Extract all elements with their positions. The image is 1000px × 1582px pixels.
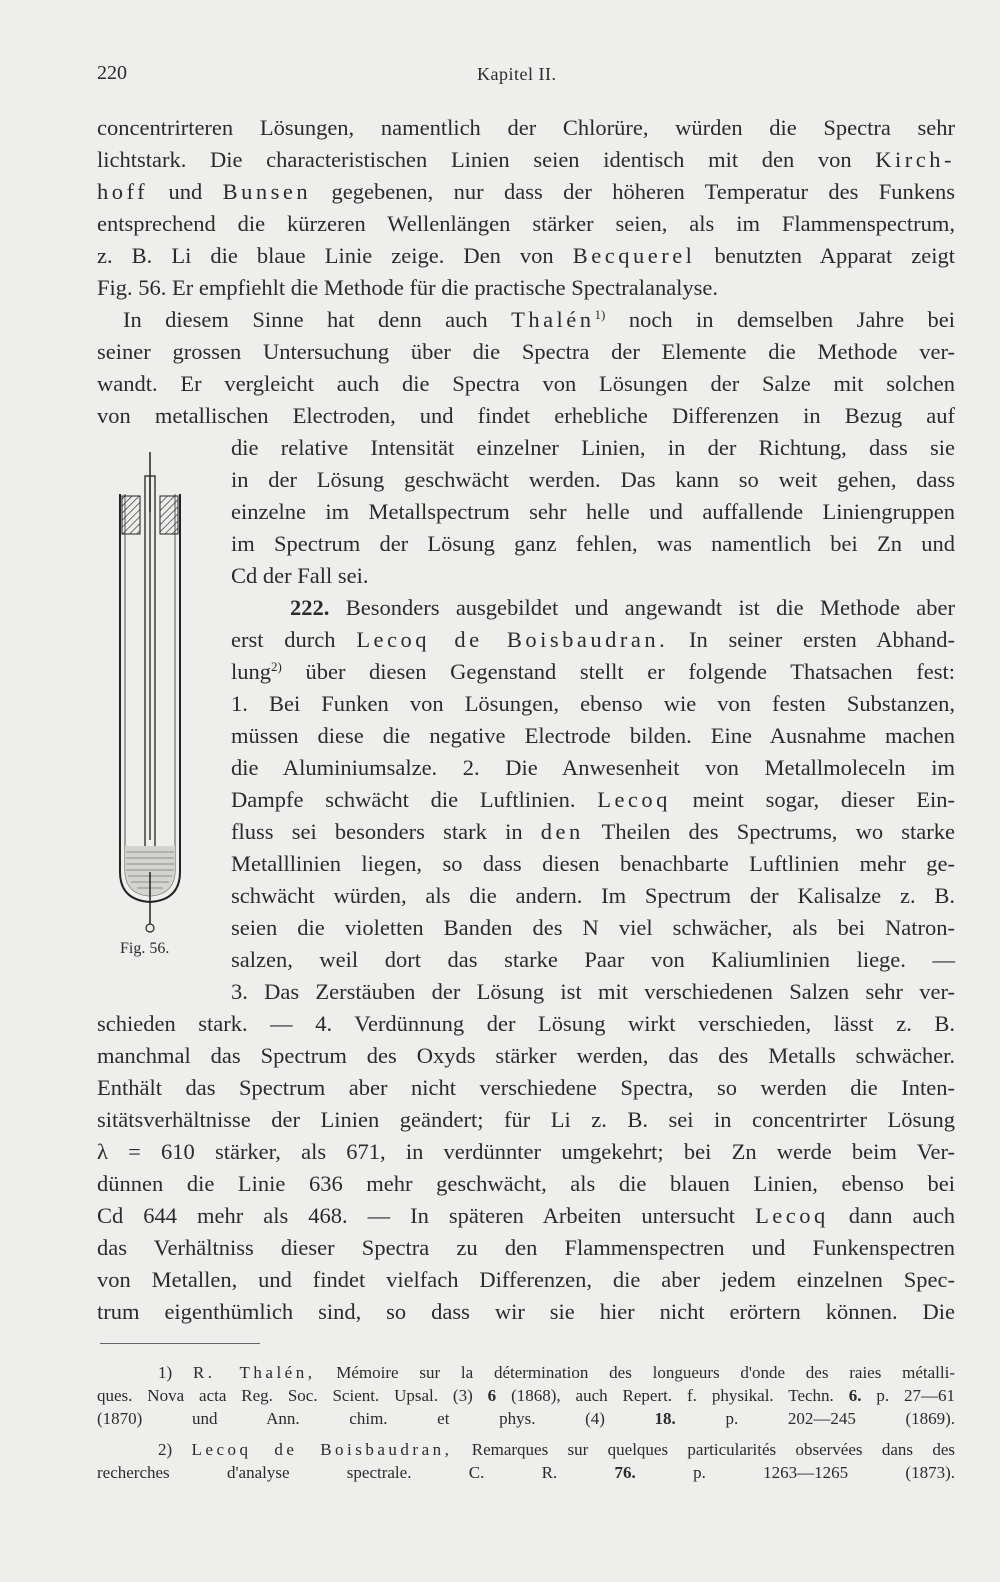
- text-line: von Metallen, und findet vielfach Differenzen, die aber jedem einzelnen Spec-: [97, 1267, 955, 1292]
- footnote-rule: [100, 1343, 260, 1344]
- page-header: [97, 62, 957, 96]
- text-line: In diesem Sinne hat denn auch Thalén$^{1)}$ noch in demselben Jahre bei: [123, 307, 956, 332]
- text-line: Cd 644 mehr als 468. — In späteren Arbeiten untersucht Lecoq dann auch: [97, 1203, 956, 1228]
- text-line: trum eigenthümlich sind, so dass wir sie hier nicht erörtern können. Die: [97, 1299, 955, 1324]
- text-line: dünnen die Linie 636 mehr geschwächt, als die blauen Linien, ebenso bei: [97, 1171, 955, 1196]
- text-line: manchmal das Spectrum des Oxyds stärker werden, das des Metalls schwächer.: [97, 1043, 955, 1068]
- text-line: sitätsverhältnisse der Linien geändert; für Li z. B. sei in concentrirter Lösung: [97, 1107, 955, 1132]
- text-line: concentrirteren Lösungen, namentlich der Chlorüre, würden die Spectra sehr: [97, 115, 955, 140]
- text-line: Dampfe schwächt die Luftlinien. Lecoq meint sogar, dieser Ein-: [231, 787, 956, 812]
- text-line: das Verhältniss dieser Spectra zu den Flammenspectren und Funkenspectren: [97, 1235, 955, 1260]
- text-line: seien die violetten Banden des N viel schwächer, als bei Natron-: [231, 915, 955, 940]
- page-number: 220: [97, 62, 127, 84]
- text-line: schwächt würden, als die andern. Im Spectrum der Kalisalze z. B.: [231, 883, 955, 908]
- text-line: die Aluminiumsalze. 2. Die Anwesenheit von Metallmoleceln im: [231, 755, 955, 780]
- stopper-right: [160, 496, 178, 534]
- text-line: Metalllinien liegen, so dass diesen benachbarte Luftlinien mehr ge-: [231, 851, 955, 876]
- footnote-line: recherches d'analyse spectrale. C. R. 76. p. 1263—1265 (1873).: [97, 1463, 955, 1482]
- text-line: in der Lösung geschwächt werden. Das kann so weit gehen, dass: [231, 467, 955, 492]
- stopper-left: [122, 496, 140, 534]
- figure-caption: Fig. 56.: [120, 940, 170, 957]
- text-line: fluss sei besonders stark in den Theilen des Spectrums, wo starke: [231, 819, 956, 844]
- text-line: 1. Bei Funken von Lösungen, ebenso wie von festen Substanzen,: [231, 691, 955, 716]
- text-line: λ = 610 stärker, als 671, in verdünnter umgekehrt; bei Zn werde beim Ver-: [97, 1139, 955, 1164]
- text-line: Fig. 56. Er empfiehlt die Methode für die practische Spectralanalyse.: [97, 275, 719, 300]
- section-number: 222.: [290, 595, 330, 620]
- text-line: hoff und Bunsen gegebenen, nur dass der höheren Temperatur des Funkens: [97, 179, 956, 204]
- text-line: lung$^{2)}$ über diesen Gegenstand stellt er folgende Thatsachen fest:: [231, 659, 955, 684]
- figure-56-electrode-tube: [112, 452, 190, 940]
- footnote-line: (1870) und Ann. chim. et phys. (4) 18. p. 202—245 (1869).: [97, 1409, 956, 1428]
- text-line: von metallischen Electroden, und findet erhebliche Differenzen in Bezug auf: [97, 403, 955, 428]
- text-line: entsprechend die kürzeren Wellenlängen stärker seien, als im Flammenspectrum,: [97, 211, 955, 236]
- text-line: seiner grossen Untersuchung über die Spectra der Elemente die Methode ver-: [97, 339, 955, 364]
- wire-loop: [146, 924, 154, 932]
- text-line: im Spectrum der Lösung ganz fehlen, was namentlich bei Zn und: [231, 531, 955, 556]
- text-line: wandt. Er vergleicht auch die Spectra von Lösungen der Salze mit solchen: [97, 371, 955, 396]
- text-line: lichtstark. Die characteristischen Linien seien identisch mit den von Kirch-: [97, 147, 956, 172]
- text-line: 3. Das Zerstäuben der Lösung ist mit verschiedenen Salzen sehr ver-: [231, 979, 955, 1004]
- text-line: schieden stark. — 4. Verdünnung der Lösung wirkt verschieden, lässt z. B.: [97, 1011, 955, 1036]
- footnote-line: ques. Nova acta Reg. Soc. Scient. Upsal. (3) 6 (1868), auch Repert. f. physikal. Techn. 6. p. 27—61: [97, 1386, 956, 1405]
- text-line: salzen, weil dort das starke Paar von Kaliumlinien liege. —: [231, 947, 955, 972]
- text-line: die relative Intensität einzelner Linien, in der Richtung, dass sie: [231, 435, 955, 460]
- text-line: z. B. Li die blaue Linie zeige. Den von Becquerel benutzten Apparat zeigt: [97, 243, 956, 268]
- text-line: Cd der Fall sei.: [231, 563, 369, 588]
- footnote-line: 1) R. Thalén, Mémoire sur la détermination des longueurs d'onde des raies métalli-: [158, 1363, 955, 1382]
- footnote-line: 2) Lecoq de Boisbaudran, Remarques sur quelques particularités observées dans des: [158, 1440, 956, 1459]
- text-line: einzelne im Metallspectrum sehr helle und auffallende Liniengruppen: [231, 499, 955, 524]
- running-head: Kapitel II.: [477, 64, 557, 84]
- text-line: 222. Besonders ausgebildet und angewandt ist die Methode aber: [290, 595, 956, 620]
- text-line: erst durch Lecoq de Boisbaudran. In seiner ersten Abhand-: [231, 627, 956, 652]
- text-line: müssen diese die negative Electrode bilden. Eine Ausnahme machen: [231, 723, 955, 748]
- text-line: Enthält das Spectrum aber nicht verschiedene Spectra, so werden die Inten-: [97, 1075, 955, 1100]
